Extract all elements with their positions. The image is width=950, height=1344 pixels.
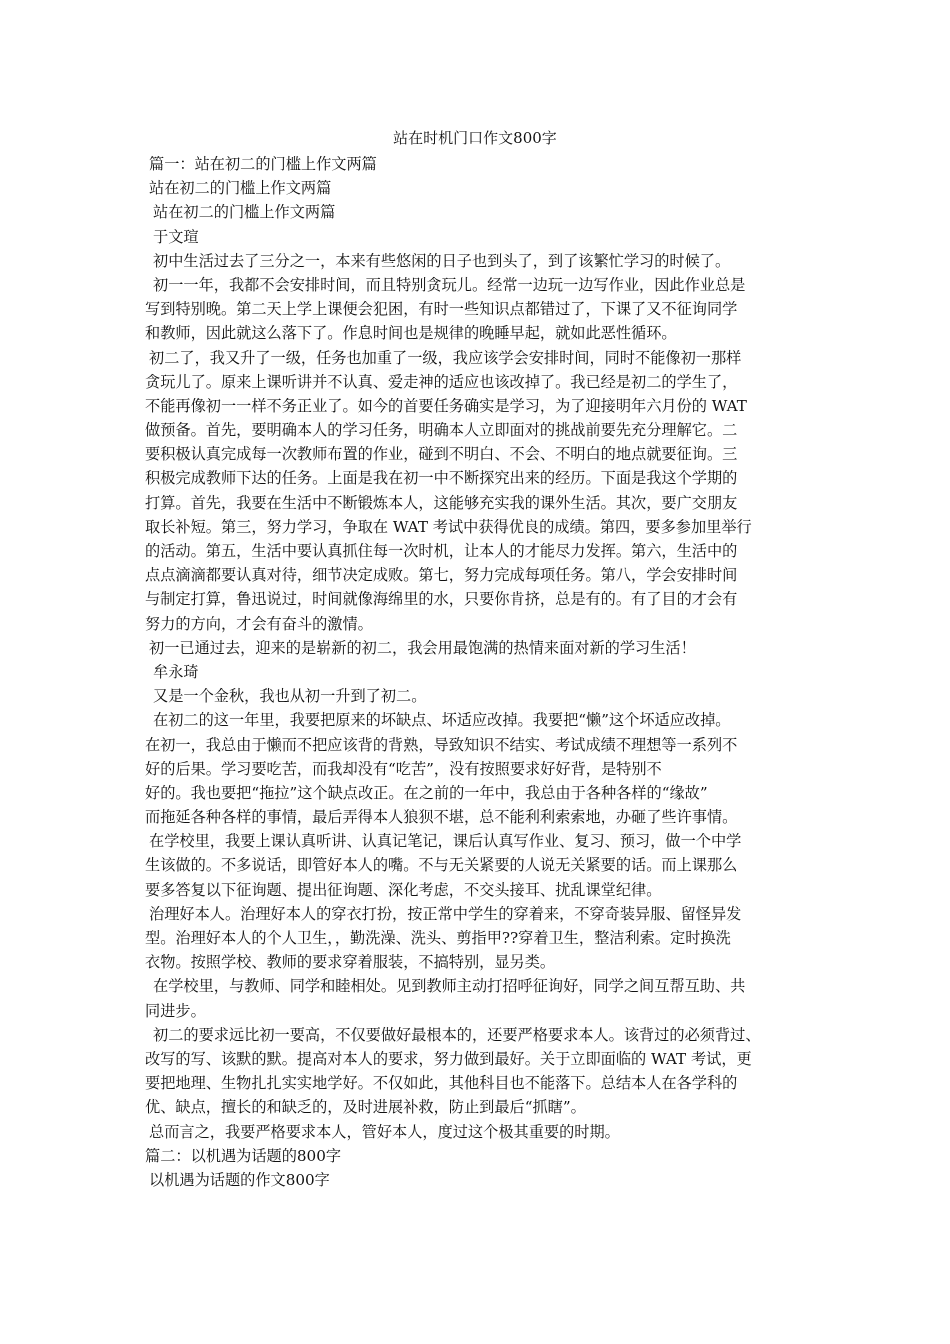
text-line: 初中生活过去了三分之一，本来有些悠闲的日子也到头了，到了该繁忙学习的时候了。 bbox=[153, 251, 731, 270]
text-line: 好的后果。学习要吃苦，而我却没有“吃苦”，没有按照要求好好背，是特别不 bbox=[145, 759, 662, 778]
text-line: 初一一年，我都不会安排时间，而且特别贪玩儿。经常一边玩一边写作业，因此作业总是 bbox=[153, 275, 746, 294]
text-line: 积极完成教师下达的任务。上面是我在初一中不断探究出来的经历。下面是我这个学期的 bbox=[145, 469, 738, 488]
text-line: 衣物。按照学校、教师的要求穿着服装，不搞特别，显另类。 bbox=[145, 953, 556, 972]
text-line: 初二的要求远比初一要高，不仅要做好最根本的，还要严格要求本人。该背过的必须背过、 bbox=[153, 1025, 761, 1044]
text-line: 要多答复以下征询题、提出征询题、深化考虑，不交头接耳、扰乱课堂纪律。 bbox=[145, 880, 662, 899]
text-line: 同进步。 bbox=[145, 1001, 206, 1020]
text-line: 型。治理好本人的个人卫生，，勤洗澡、洗头、剪指甲??穿着卫生，整洁利索。定时换洗 bbox=[145, 929, 731, 947]
text-line: 在学校里，与教师、同学和睦相处。见到教师主动打招呼征询好，同学之间互帮互助、共 bbox=[153, 977, 746, 996]
text-line: 写到特别晚。第二天上学上课便会犯困，有时一些知识点都错过了，下课了又不征询同学 bbox=[145, 300, 738, 319]
text-line: 站在初二的门槛上作文两篇 bbox=[153, 203, 336, 222]
text-line: 优、缺点，擅长的和缺乏的，及时进展补救，防止到最后“抓瞎”。 bbox=[145, 1098, 586, 1117]
text-line: 牟永琦 bbox=[153, 662, 199, 681]
text-line: 贪玩儿了。原来上课听讲并不认真、爱走神的适应也该改掉了。我已经是初二的学生了， bbox=[145, 372, 738, 391]
text-line: 生该做的。不多说话，即管好本人的嘴。不与无关紧要的人说无关紧要的话。而上课那么 bbox=[145, 856, 738, 875]
text-line: 总而言之，我要严格要求本人，管好本人，度过这个极其重要的时期。 bbox=[149, 1122, 620, 1141]
text-line: 和教师，因此就这么落下了。作息时间也是规律的晚睡早起，就如此恶性循环。 bbox=[145, 324, 677, 343]
text-line: 点点滴滴都要认真对待，细节决定成败。第七，努力完成每项任务。第八，学会安排时间 bbox=[145, 566, 738, 585]
text-line: 好的。我也要把“拖拉”这个缺点改正。在之前的一年中，我总由于各种各样的“缘故” bbox=[145, 783, 708, 802]
text-line: 又是一个金秋，我也从初一升到了初二。 bbox=[153, 687, 427, 706]
text-line: 不能再像初一一样不务正业了。如今的首要任务确实是学习，为了迎接明年六月份的 WAT bbox=[145, 396, 747, 415]
text-line: 以机遇为话题的作文800字 bbox=[149, 1170, 330, 1189]
text-line: 而拖延各种各样的事情，最后弄得本人狼狈不堪，总不能利利索索地，办砸了些许事情。 bbox=[145, 808, 738, 827]
text-line: 初一已通过去，迎来的是崭新的初二，我会用最饱满的热情来面对新的学习生活！ bbox=[149, 638, 696, 657]
text-line: 篇一：站在初二的门槛上作文两篇 bbox=[149, 155, 377, 173]
text-line: 要积极认真完成每一次教师布置的作业，碰到不明白、不会、不明白的地点就要征询。三 bbox=[145, 445, 738, 464]
text-line: 篇二：以机遇为话题的800字 bbox=[145, 1146, 342, 1165]
text-line: 治理好本人。治理好本人的穿衣打扮，按正常中学生的穿着来，不穿奇装异服、留怪异发 bbox=[149, 904, 742, 923]
text-line: 取长补短。第三，努力学习，争取在 WAT 考试中获得优良的成绩。第四，要多参加里举行 bbox=[145, 517, 752, 536]
text-line: 与制定打算，鲁迅说过，时间就像海绵里的水，只要你肯挤，总是有的。有了目的才会有 bbox=[145, 590, 738, 609]
text-line: 做预备。首先，要明确本人的学习任务，明确本人立即面对的挑战前要先充分理解它。二 bbox=[145, 421, 738, 440]
text-line: 初二了，我又升了一级，任务也加重了一级，我应该学会安排时间，同时不能像初一那样 bbox=[149, 348, 742, 367]
text-line: 在初一，我总由于懒而不把应该背的背熟，导致知识不结实、考试成绩不理想等一系列不 bbox=[145, 735, 738, 754]
text-line: 要把地理、生物扎扎实实地学好。不仅如此，其他科目也不能落下。总结本人在各学科的 bbox=[145, 1074, 738, 1093]
text-line: 打算。首先，我要在生活中不断锻炼本人，这能够充实我的课外生活。其次，要广交朋友 bbox=[145, 493, 738, 512]
text-line: 的活动。第五，生活中要认真抓住每一次时机，让本人的才能尽力发挥。第六，生活中的 bbox=[145, 542, 738, 560]
text-line: 努力的方向，才会有奋斗的激情。 bbox=[145, 614, 373, 633]
text-line: 于文瑄 bbox=[153, 227, 199, 246]
text-line: 在初二的这一年里，我要把原来的坏缺点、坏适应改掉。我要把“懒”这个坏适应改掉。 bbox=[153, 711, 731, 730]
text-line: 在学校里，我要上课认真听讲、认真记笔记，课后认真写作业、复习、预习，做一个中学 bbox=[149, 832, 742, 851]
document-body bbox=[145, 152, 813, 1192]
text-line: 站在初二的门槛上作文两篇 bbox=[149, 179, 332, 198]
document-title: 站在时机门口作文800字 bbox=[393, 129, 557, 147]
text-line: 改写的写、该默的默。提高对本人的要求，努力做到最好。关于立即面临的 WAT 考试，更 bbox=[145, 1049, 752, 1068]
